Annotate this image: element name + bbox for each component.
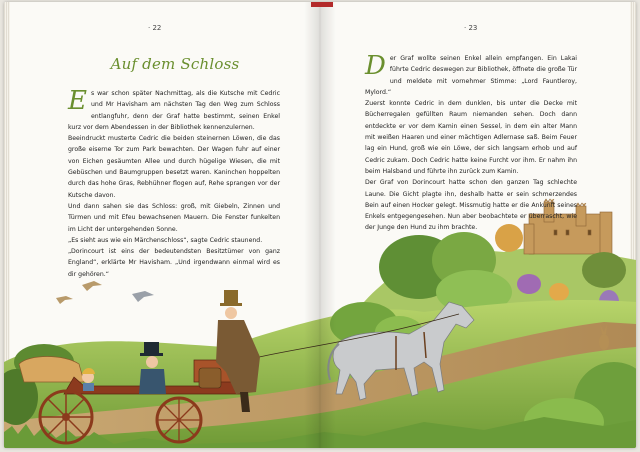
paragraph	[365, 53, 577, 98]
chapter-title: Auf dem Schloss	[110, 55, 240, 73]
paragraph-text: s war schon später Nachmittag, als die Kutsche mit Cedric und Mr Havisham am nächsten Tag den Weg zum Schloss entlangfuhr, denn der Graf hatte bestimmt, seinen Enkel kurz vor dem Abendessen in der Bibliothek kennenzulernen.	[68, 90, 280, 131]
paragraph: Beeindruckt musterte Cedric die beiden steinernen Löwen, die das große eiserne Tor zum Park bewachten. Der Wagen fuhr auf einer von Eichen gesäumten Allee und durch hügelige Wiesen, die mit Gebüschen und Baumgruppen besetzt waren. Kaninchen hoppelten durch das hohe Gras, Rebhühner flogen auf, Rehe sprangen vor der Kutsche davon.	[68, 135, 280, 199]
book-gutter	[304, 2, 336, 448]
book-spread	[4, 2, 636, 448]
paragraph: „Dorincourt ist eins der bedeutendsten Besitztümer von ganz England“, erklärte Mr Havisham. „Und irgendwann einmal wird es dir gehören.“	[68, 248, 280, 278]
left-page-text	[68, 88, 280, 280]
page-number-left-value: 22	[152, 24, 162, 32]
paragraph: Der Graf von Dorincourt hatte schon den ganzen Tag schlechte Laune. Die Gicht plagte ihn, deshalb hatte er sein schmerzendes Bein auf einen Hocker gelegt. Missmutig hatte er die Ankunft seines Enkels entgegengesehen. Nun aber beobachtete er überrascht, wie der Junge den Hund zu ihm brachte.	[365, 179, 577, 232]
paragraph	[68, 88, 280, 133]
page-number-left: · 22	[148, 24, 162, 32]
paragraph-text: er Graf wollte seinen Enkel allein empfangen. Ein Lakai führte Cedric deswegen zur Bibliothek, öffnete die große Tür und meldete mit vornehmer Stimme: „Lord Fauntleroy, Mylord.“	[365, 55, 577, 96]
page-number-right-value: 23	[468, 24, 478, 32]
drop-cap: E	[68, 86, 87, 116]
bookmark-ribbon	[311, 2, 333, 7]
drop-cap: D	[365, 51, 386, 81]
boy-cedric	[82, 368, 95, 391]
right-page-text	[365, 53, 577, 234]
page-number-right: · 23	[464, 24, 478, 32]
paragraph: Zuerst konnte Cedric in dem dunklen, bis unter die Decke mit Bücherregalen gefüllten Raum niemanden sehen. Doch dann entdeckte er vor dem Kamin einen Sessel, in dem ein alter Mann mit weißen Haaren und einer mächtigen Adlernase saß. Beim Feuer lag ein Hund, groß wie ein Löwe, der sich langsam erhob und auf Cedric zukam. Doch Cedric hatte keine Furcht vor ihm. Er nahm ihn beim Halsband und führte ihn zurück zum Kamin.	[365, 100, 577, 175]
paragraph: „Es sieht aus wie ein Märchenschloss“, sagte Cedric staunend.	[68, 236, 263, 244]
birds	[56, 281, 154, 304]
paragraph: Und dann sahen sie das Schloss: groß, mit Giebeln, Zinnen und Türmen und mit Efeu bewachsenen Mauern. Die Fenster funkelten im Licht der untergehenden Sonne.	[68, 202, 280, 233]
